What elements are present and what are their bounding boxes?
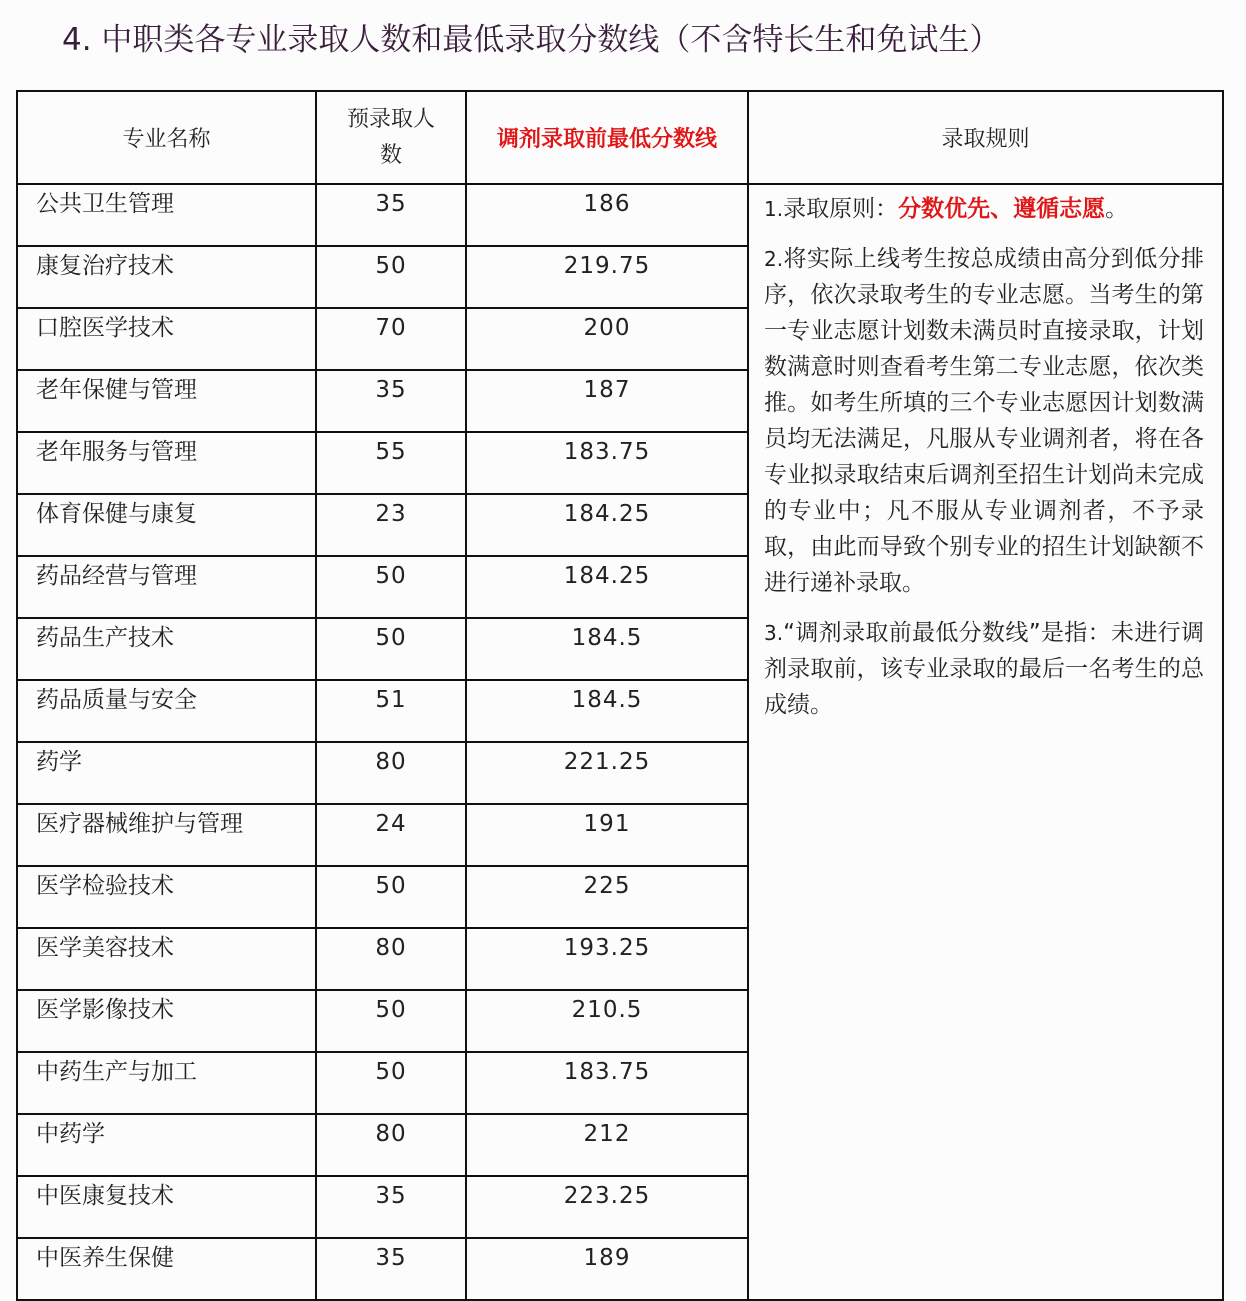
score-cell: 187	[466, 370, 748, 432]
score-cell: 219.75	[466, 246, 748, 308]
count-cell: 80	[316, 1114, 466, 1176]
score-cell: 212	[466, 1114, 748, 1176]
count-cell: 50	[316, 246, 466, 308]
score-cell: 183.75	[466, 1052, 748, 1114]
count-cell: 50	[316, 866, 466, 928]
count-cell: 35	[316, 370, 466, 432]
count-cell: 50	[316, 556, 466, 618]
count-cell: 80	[316, 928, 466, 990]
count-cell: 35	[316, 184, 466, 246]
major-cell: 公共卫生管理	[17, 184, 316, 246]
rule-1-emphasis: 分数优先、遵循志愿	[898, 196, 1106, 222]
major-cell: 药品经营与管理	[17, 556, 316, 618]
score-cell: 184.25	[466, 556, 748, 618]
major-cell: 中药生产与加工	[17, 1052, 316, 1114]
score-cell: 191	[466, 804, 748, 866]
count-cell: 50	[316, 990, 466, 1052]
rule-3: 3.“调剂录取前最低分数线”是指：未进行调剂录取前，该专业录取的最后一名考生的总成绩。	[764, 620, 1204, 718]
score-cell: 183.75	[466, 432, 748, 494]
header-count	[316, 91, 466, 184]
score-cell: 200	[466, 308, 748, 370]
major-cell: 医学检验技术	[17, 866, 316, 928]
count-cell: 35	[316, 1238, 466, 1300]
major-cell: 中药学	[17, 1114, 316, 1176]
major-cell: 药学	[17, 742, 316, 804]
count-cell: 51	[316, 680, 466, 742]
score-cell: 189	[466, 1238, 748, 1300]
score-cell: 184.5	[466, 618, 748, 680]
header-major: 专业名称	[17, 91, 316, 184]
score-cell: 210.5	[466, 990, 748, 1052]
score-cell: 186	[466, 184, 748, 246]
count-cell: 23	[316, 494, 466, 556]
major-cell: 体育保健与康复	[17, 494, 316, 556]
major-cell: 医学美容技术	[17, 928, 316, 990]
count-cell: 80	[316, 742, 466, 804]
count-cell: 35	[316, 1176, 466, 1238]
rules-cell	[748, 184, 1223, 1300]
score-cell: 223.25	[466, 1176, 748, 1238]
major-cell: 医学影像技术	[17, 990, 316, 1052]
score-cell: 193.25	[466, 928, 748, 990]
rule-2: 2.将实际上线考生按总成绩由高分到低分排序，依次录取考生的专业志愿。当考生的第一专业志愿计划数未满员时直接录取，计划数满意时则查看考生第二专业志愿，依次类推。如考生所填的三个专业志愿因计划数满员均无法满足，凡服从专业调剂者，将在各专业拟录取结束后调剂至招生计划尚未完成的专业中；凡不服从专业调剂者，不予录取，由此而导致个别专业的招生计划缺额不进行递补录取。	[764, 246, 1204, 596]
rule-1: 1.录取原则：分数优先、遵循志愿。	[764, 196, 1129, 222]
header-score: 调剂录取前最低分数线	[466, 91, 748, 184]
major-cell: 口腔医学技术	[17, 308, 316, 370]
count-cell: 24	[316, 804, 466, 866]
major-cell: 医疗器械维护与管理	[17, 804, 316, 866]
major-cell: 老年保健与管理	[17, 370, 316, 432]
score-cell: 225	[466, 866, 748, 928]
count-cell: 50	[316, 1052, 466, 1114]
major-cell: 药品质量与安全	[17, 680, 316, 742]
header-rules: 录取规则	[748, 91, 1223, 184]
score-cell: 184.25	[466, 494, 748, 556]
page-title: 4. 中职类各专业录取人数和最低录取分数线（不含特长生和免试生）	[62, 22, 1001, 58]
count-cell: 70	[316, 308, 466, 370]
major-cell: 药品生产技术	[17, 618, 316, 680]
major-cell: 中医养生保健	[17, 1238, 316, 1300]
count-cell: 55	[316, 432, 466, 494]
header-row	[17, 91, 1223, 184]
table-row	[17, 184, 1223, 246]
score-cell: 184.5	[466, 680, 748, 742]
header-count-text: 预录取人数	[346, 106, 435, 168]
admission-table	[16, 90, 1224, 1301]
major-cell: 老年服务与管理	[17, 432, 316, 494]
count-cell: 50	[316, 618, 466, 680]
score-cell: 221.25	[466, 742, 748, 804]
major-cell: 中医康复技术	[17, 1176, 316, 1238]
major-cell: 康复治疗技术	[17, 246, 316, 308]
